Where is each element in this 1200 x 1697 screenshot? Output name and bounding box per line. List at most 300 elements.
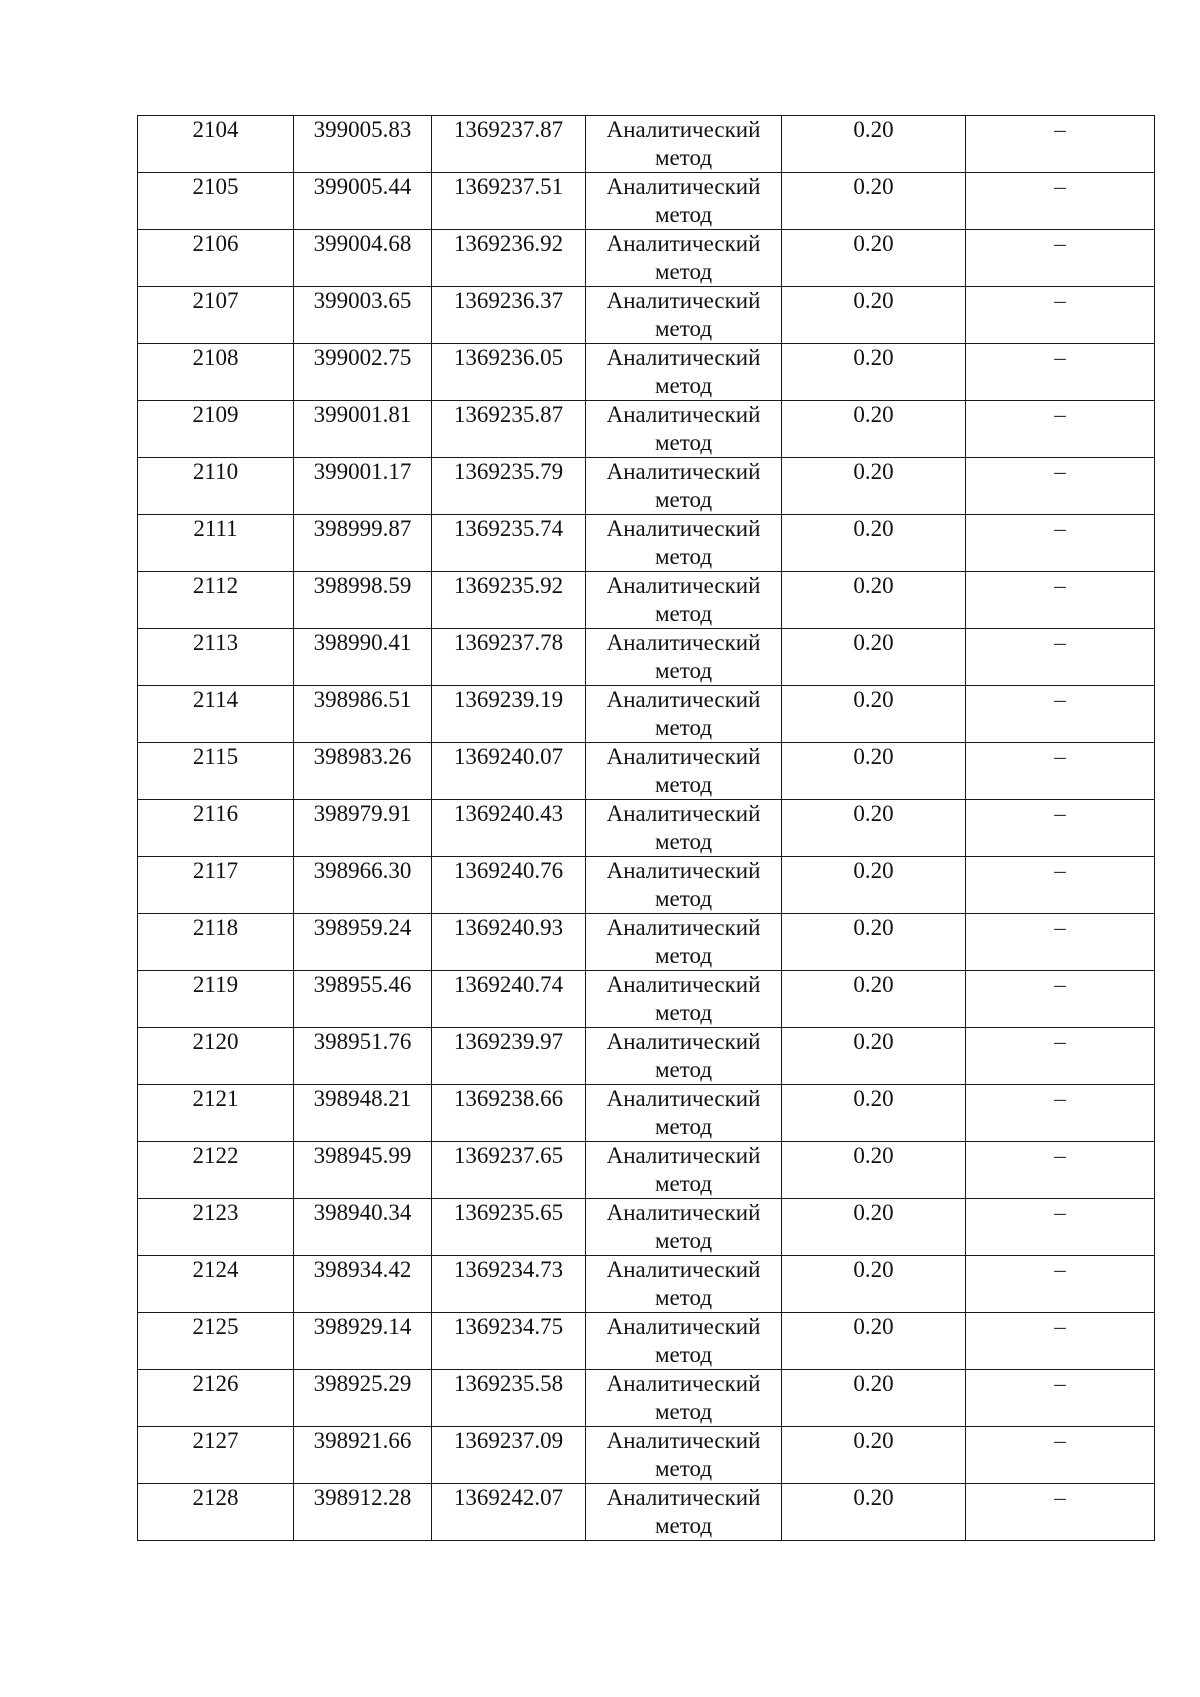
x-coordinate-text: 399005.83	[313, 117, 412, 142]
y-coordinate-cell	[432, 1085, 586, 1142]
note-cell	[966, 1484, 1155, 1541]
method-cell	[586, 1313, 782, 1370]
y-coordinate-cell	[432, 515, 586, 572]
accuracy-text: 0.20	[853, 915, 894, 940]
table-row	[138, 686, 1155, 743]
table-row	[138, 287, 1155, 344]
y-coordinate-cell	[432, 743, 586, 800]
y-coordinate-cell	[432, 458, 586, 515]
point-number-cell	[138, 1313, 294, 1370]
table-row	[138, 572, 1155, 629]
method-text: Аналитический метод	[606, 345, 761, 398]
accuracy-text: 0.20	[853, 687, 894, 712]
x-coordinate-text: 398925.29	[313, 1371, 412, 1396]
y-coordinate-cell	[432, 344, 586, 401]
method-cell	[586, 1142, 782, 1199]
note-text: –	[1054, 1029, 1066, 1054]
y-coordinate-cell	[432, 914, 586, 971]
note-cell	[966, 572, 1155, 629]
note-text: –	[1054, 117, 1066, 142]
y-coordinate-cell	[432, 116, 586, 173]
method-cell	[586, 1484, 782, 1541]
y-coordinate-text: 1369237.65	[453, 1143, 564, 1168]
note-cell	[966, 230, 1155, 287]
accuracy-cell	[782, 1085, 966, 1142]
table-row	[138, 1484, 1155, 1541]
point-number-cell	[138, 743, 294, 800]
y-coordinate-text: 1369235.79	[453, 459, 564, 484]
point-number-text: 2104	[192, 117, 239, 142]
note-cell	[966, 1256, 1155, 1313]
method-cell	[586, 1427, 782, 1484]
x-coordinate-text: 398921.66	[313, 1428, 412, 1453]
method-cell	[586, 173, 782, 230]
note-text: –	[1054, 402, 1066, 427]
accuracy-cell	[782, 800, 966, 857]
accuracy-text: 0.20	[853, 744, 894, 769]
table-row	[138, 1313, 1155, 1370]
point-number-text: 2125	[192, 1314, 239, 1339]
point-number-cell	[138, 173, 294, 230]
point-number-cell	[138, 1256, 294, 1313]
x-coordinate-cell	[294, 1313, 432, 1370]
note-text: –	[1054, 1143, 1066, 1168]
accuracy-cell	[782, 686, 966, 743]
note-text: –	[1054, 1086, 1066, 1111]
note-text: –	[1054, 516, 1066, 541]
accuracy-cell	[782, 1370, 966, 1427]
method-text: Аналитический метод	[606, 402, 761, 455]
x-coordinate-cell	[294, 230, 432, 287]
x-coordinate-cell	[294, 173, 432, 230]
x-coordinate-text: 398929.14	[313, 1314, 412, 1339]
x-coordinate-text: 398990.41	[313, 630, 412, 655]
accuracy-cell	[782, 743, 966, 800]
accuracy-text: 0.20	[853, 1371, 894, 1396]
method-text: Аналитический метод	[606, 1428, 761, 1481]
y-coordinate-cell	[432, 1142, 586, 1199]
y-coordinate-text: 1369240.76	[453, 858, 564, 883]
note-text: –	[1054, 1257, 1066, 1282]
table-row	[138, 743, 1155, 800]
note-cell	[966, 971, 1155, 1028]
point-number-cell	[138, 230, 294, 287]
table-row	[138, 401, 1155, 458]
y-coordinate-cell	[432, 1484, 586, 1541]
y-coordinate-cell	[432, 572, 586, 629]
x-coordinate-text: 398912.28	[313, 1485, 412, 1510]
table-row	[138, 971, 1155, 1028]
point-number-cell	[138, 572, 294, 629]
table-row	[138, 1085, 1155, 1142]
method-cell	[586, 1028, 782, 1085]
y-coordinate-text: 1369237.78	[453, 630, 564, 655]
point-number-text: 2110	[192, 459, 239, 484]
y-coordinate-cell	[432, 971, 586, 1028]
point-number-cell	[138, 458, 294, 515]
method-cell	[586, 629, 782, 686]
x-coordinate-text: 398959.24	[313, 915, 412, 940]
point-number-cell	[138, 1427, 294, 1484]
table-row	[138, 1199, 1155, 1256]
y-coordinate-cell	[432, 401, 586, 458]
table-row	[138, 515, 1155, 572]
note-text: –	[1054, 744, 1066, 769]
y-coordinate-cell	[432, 800, 586, 857]
method-text: Аналитический метод	[606, 231, 761, 284]
note-cell	[966, 116, 1155, 173]
x-coordinate-text: 398940.34	[313, 1200, 412, 1225]
note-text: –	[1054, 345, 1066, 370]
method-cell	[586, 401, 782, 458]
y-coordinate-text: 1369235.74	[453, 516, 564, 541]
method-cell	[586, 686, 782, 743]
x-coordinate-cell	[294, 629, 432, 686]
y-coordinate-text: 1369236.05	[453, 345, 564, 370]
point-number-text: 2117	[192, 858, 239, 883]
method-cell	[586, 1256, 782, 1313]
coordinates-table	[137, 115, 1155, 1541]
accuracy-text: 0.20	[853, 1485, 894, 1510]
accuracy-cell	[782, 857, 966, 914]
y-coordinate-text: 1369236.92	[453, 231, 564, 256]
x-coordinate-cell	[294, 401, 432, 458]
accuracy-cell	[782, 629, 966, 686]
point-number-cell	[138, 116, 294, 173]
method-text: Аналитический метод	[606, 459, 761, 512]
x-coordinate-cell	[294, 1427, 432, 1484]
x-coordinate-text: 398979.91	[313, 801, 412, 826]
x-coordinate-text: 399004.68	[313, 231, 412, 256]
point-number-text: 2109	[192, 402, 239, 427]
point-number-cell	[138, 344, 294, 401]
point-number-cell	[138, 1085, 294, 1142]
accuracy-cell	[782, 914, 966, 971]
y-coordinate-cell	[432, 686, 586, 743]
method-text: Аналитический метод	[606, 801, 761, 854]
x-coordinate-text: 398966.30	[313, 858, 412, 883]
note-text: –	[1054, 687, 1066, 712]
x-coordinate-cell	[294, 971, 432, 1028]
method-text: Аналитический метод	[606, 915, 761, 968]
accuracy-text: 0.20	[853, 516, 894, 541]
note-text: –	[1054, 858, 1066, 883]
y-coordinate-cell	[432, 230, 586, 287]
y-coordinate-text: 1369235.58	[453, 1371, 564, 1396]
note-cell	[966, 1028, 1155, 1085]
accuracy-text: 0.20	[853, 117, 894, 142]
accuracy-text: 0.20	[853, 231, 894, 256]
method-text: Аналитический метод	[606, 1086, 761, 1139]
note-text: –	[1054, 1314, 1066, 1339]
note-text: –	[1054, 288, 1066, 313]
point-number-text: 2124	[192, 1257, 239, 1282]
note-cell	[966, 686, 1155, 743]
point-number-cell	[138, 686, 294, 743]
y-coordinate-text: 1369237.51	[453, 174, 564, 199]
note-cell	[966, 458, 1155, 515]
y-coordinate-text: 1369237.09	[453, 1428, 564, 1453]
x-coordinate-text: 398998.59	[313, 573, 412, 598]
table-row	[138, 116, 1155, 173]
point-number-cell	[138, 800, 294, 857]
note-cell	[966, 1427, 1155, 1484]
accuracy-cell	[782, 515, 966, 572]
x-coordinate-text: 399005.44	[313, 174, 412, 199]
method-text: Аналитический метод	[606, 1143, 761, 1196]
y-coordinate-cell	[432, 857, 586, 914]
method-text: Аналитический метод	[606, 687, 761, 740]
note-text: –	[1054, 231, 1066, 256]
accuracy-text: 0.20	[853, 1143, 894, 1168]
point-number-text: 2120	[192, 1029, 239, 1054]
accuracy-cell	[782, 287, 966, 344]
method-text: Аналитический метод	[606, 1485, 761, 1538]
y-coordinate-text: 1369240.74	[453, 972, 564, 997]
accuracy-text: 0.20	[853, 972, 894, 997]
note-cell	[966, 1142, 1155, 1199]
method-cell	[586, 1085, 782, 1142]
y-coordinate-text: 1369234.73	[453, 1257, 564, 1282]
point-number-cell	[138, 857, 294, 914]
accuracy-cell	[782, 458, 966, 515]
method-text: Аналитический метод	[606, 1371, 761, 1424]
table-row	[138, 629, 1155, 686]
table-body	[138, 116, 1155, 1541]
point-number-cell	[138, 1370, 294, 1427]
table-row	[138, 173, 1155, 230]
table-row	[138, 1370, 1155, 1427]
note-cell	[966, 800, 1155, 857]
y-coordinate-cell	[432, 1370, 586, 1427]
x-coordinate-text: 398986.51	[313, 687, 412, 712]
method-text: Аналитический метод	[606, 1257, 761, 1310]
note-text: –	[1054, 972, 1066, 997]
point-number-cell	[138, 1028, 294, 1085]
accuracy-text: 0.20	[853, 1029, 894, 1054]
note-cell	[966, 914, 1155, 971]
note-cell	[966, 515, 1155, 572]
accuracy-cell	[782, 572, 966, 629]
note-cell	[966, 401, 1155, 458]
y-coordinate-cell	[432, 1427, 586, 1484]
table-row	[138, 230, 1155, 287]
table-row	[138, 1142, 1155, 1199]
y-coordinate-cell	[432, 629, 586, 686]
accuracy-cell	[782, 401, 966, 458]
method-cell	[586, 458, 782, 515]
note-cell	[966, 1370, 1155, 1427]
x-coordinate-cell	[294, 1028, 432, 1085]
note-text: –	[1054, 1428, 1066, 1453]
accuracy-cell	[782, 116, 966, 173]
accuracy-cell	[782, 1142, 966, 1199]
accuracy-cell	[782, 1313, 966, 1370]
point-number-cell	[138, 629, 294, 686]
point-number-text: 2128	[192, 1485, 239, 1510]
accuracy-cell	[782, 230, 966, 287]
note-cell	[966, 344, 1155, 401]
x-coordinate-text: 398999.87	[313, 516, 412, 541]
point-number-text: 2106	[192, 231, 239, 256]
point-number-text: 2127	[192, 1428, 239, 1453]
note-cell	[966, 287, 1155, 344]
y-coordinate-text: 1369240.07	[453, 744, 564, 769]
note-cell	[966, 743, 1155, 800]
accuracy-text: 0.20	[853, 402, 894, 427]
x-coordinate-text: 399001.17	[313, 459, 412, 484]
point-number-text: 2108	[192, 345, 239, 370]
point-number-cell	[138, 287, 294, 344]
table-row	[138, 800, 1155, 857]
point-number-text: 2122	[192, 1143, 239, 1168]
y-coordinate-text: 1369240.93	[453, 915, 564, 940]
accuracy-cell	[782, 344, 966, 401]
accuracy-text: 0.20	[853, 630, 894, 655]
y-coordinate-text: 1369235.87	[453, 402, 564, 427]
y-coordinate-text: 1369240.43	[453, 801, 564, 826]
accuracy-text: 0.20	[853, 1200, 894, 1225]
accuracy-cell	[782, 1028, 966, 1085]
accuracy-text: 0.20	[853, 858, 894, 883]
note-text: –	[1054, 459, 1066, 484]
point-number-text: 2116	[192, 801, 239, 826]
x-coordinate-text: 398983.26	[313, 744, 412, 769]
method-text: Аналитический метод	[606, 1200, 761, 1253]
accuracy-text: 0.20	[853, 1314, 894, 1339]
y-coordinate-text: 1369242.07	[453, 1485, 564, 1510]
x-coordinate-text: 399002.75	[313, 345, 412, 370]
table-row	[138, 458, 1155, 515]
x-coordinate-text: 399003.65	[313, 288, 412, 313]
x-coordinate-cell	[294, 743, 432, 800]
note-text: –	[1054, 1485, 1066, 1510]
point-number-cell	[138, 401, 294, 458]
table-row	[138, 344, 1155, 401]
point-number-text: 2119	[192, 972, 239, 997]
table-row	[138, 857, 1155, 914]
method-cell	[586, 743, 782, 800]
x-coordinate-cell	[294, 1256, 432, 1313]
y-coordinate-text: 1369239.19	[453, 687, 564, 712]
y-coordinate-cell	[432, 1028, 586, 1085]
accuracy-cell	[782, 971, 966, 1028]
method-text: Аналитический метод	[606, 1029, 761, 1082]
note-text: –	[1054, 174, 1066, 199]
y-coordinate-text: 1369235.92	[453, 573, 564, 598]
method-text: Аналитический метод	[606, 573, 761, 626]
note-text: –	[1054, 801, 1066, 826]
x-coordinate-cell	[294, 572, 432, 629]
x-coordinate-cell	[294, 857, 432, 914]
method-cell	[586, 230, 782, 287]
note-text: –	[1054, 1371, 1066, 1396]
x-coordinate-text: 398955.46	[313, 972, 412, 997]
point-number-text: 2113	[192, 630, 239, 655]
accuracy-text: 0.20	[853, 1257, 894, 1282]
accuracy-cell	[782, 1427, 966, 1484]
x-coordinate-text: 398945.99	[313, 1143, 412, 1168]
method-cell	[586, 857, 782, 914]
method-cell	[586, 800, 782, 857]
point-number-text: 2111	[193, 516, 238, 541]
accuracy-text: 0.20	[853, 1428, 894, 1453]
point-number-text: 2118	[192, 915, 239, 940]
point-number-cell	[138, 971, 294, 1028]
method-cell	[586, 572, 782, 629]
point-number-text: 2115	[192, 744, 239, 769]
y-coordinate-cell	[432, 1313, 586, 1370]
point-number-text: 2105	[192, 174, 239, 199]
point-number-text: 2121	[192, 1086, 239, 1111]
accuracy-text: 0.20	[853, 174, 894, 199]
accuracy-text: 0.20	[853, 345, 894, 370]
point-number-cell	[138, 914, 294, 971]
note-cell	[966, 1313, 1155, 1370]
point-number-text: 2114	[192, 687, 239, 712]
y-coordinate-cell	[432, 1199, 586, 1256]
note-cell	[966, 173, 1155, 230]
point-number-text: 2123	[192, 1200, 239, 1225]
x-coordinate-cell	[294, 800, 432, 857]
y-coordinate-cell	[432, 1256, 586, 1313]
point-number-text: 2107	[192, 288, 239, 313]
x-coordinate-cell	[294, 1484, 432, 1541]
method-cell	[586, 515, 782, 572]
method-text: Аналитический метод	[606, 858, 761, 911]
y-coordinate-text: 1369239.97	[453, 1029, 564, 1054]
point-number-cell	[138, 1484, 294, 1541]
x-coordinate-cell	[294, 686, 432, 743]
note-text: –	[1054, 573, 1066, 598]
x-coordinate-cell	[294, 1142, 432, 1199]
x-coordinate-text: 399001.81	[313, 402, 412, 427]
x-coordinate-cell	[294, 1199, 432, 1256]
method-text: Аналитический метод	[606, 288, 761, 341]
method-text: Аналитический метод	[606, 1314, 761, 1367]
x-coordinate-cell	[294, 344, 432, 401]
y-coordinate-cell	[432, 287, 586, 344]
x-coordinate-cell	[294, 1370, 432, 1427]
point-number-cell	[138, 515, 294, 572]
point-number-cell	[138, 1142, 294, 1199]
accuracy-text: 0.20	[853, 288, 894, 313]
x-coordinate-cell	[294, 116, 432, 173]
method-text: Аналитический метод	[606, 630, 761, 683]
x-coordinate-text: 398948.21	[313, 1086, 412, 1111]
x-coordinate-cell	[294, 515, 432, 572]
method-cell	[586, 1199, 782, 1256]
accuracy-cell	[782, 1484, 966, 1541]
method-cell	[586, 914, 782, 971]
method-cell	[586, 971, 782, 1028]
y-coordinate-text: 1369235.65	[453, 1200, 564, 1225]
method-cell	[586, 116, 782, 173]
x-coordinate-cell	[294, 287, 432, 344]
y-coordinate-cell	[432, 173, 586, 230]
table-row	[138, 914, 1155, 971]
method-cell	[586, 344, 782, 401]
method-cell	[586, 1370, 782, 1427]
y-coordinate-text: 1369237.87	[453, 117, 564, 142]
method-cell	[586, 287, 782, 344]
note-cell	[966, 1199, 1155, 1256]
accuracy-cell	[782, 173, 966, 230]
accuracy-text: 0.20	[853, 1086, 894, 1111]
x-coordinate-text: 398951.76	[313, 1029, 412, 1054]
note-text: –	[1054, 915, 1066, 940]
y-coordinate-text: 1369236.37	[453, 288, 564, 313]
